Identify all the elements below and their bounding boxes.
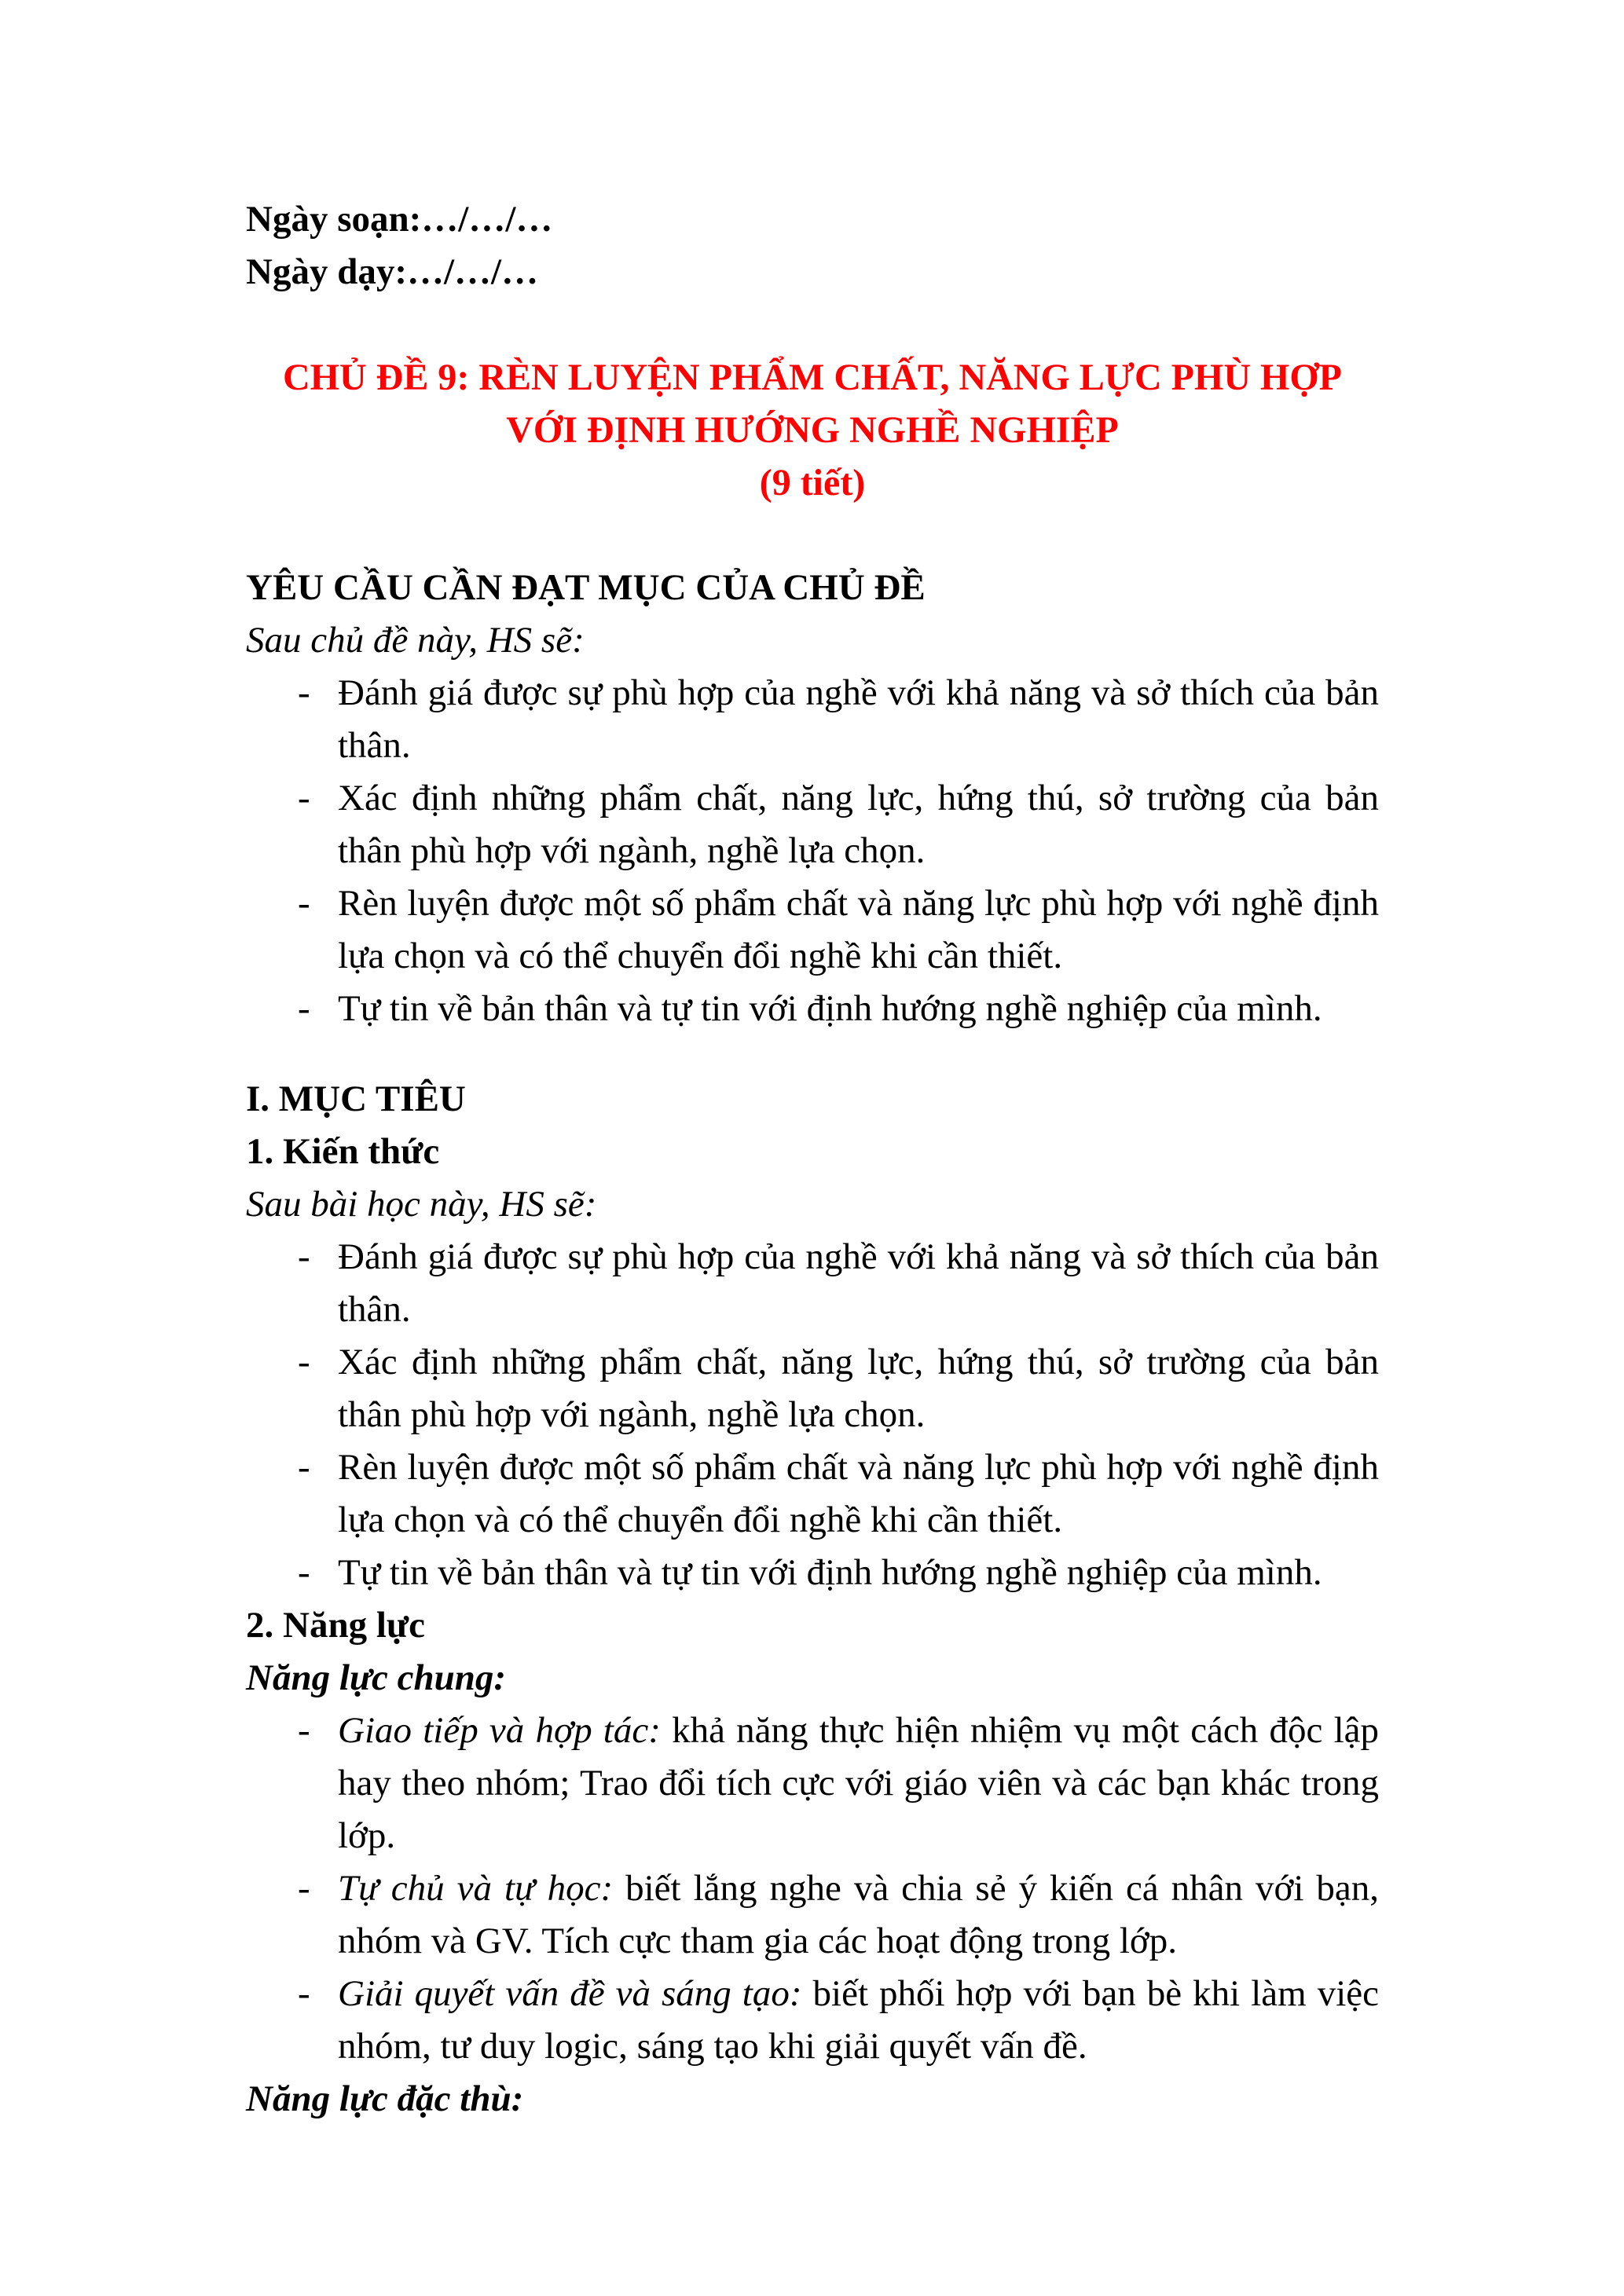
bullet-text: Đánh giá được sự phù hợp của nghề với khả năng và sở thích của bản thân. [338,672,1379,766]
date-day-line: Ngày dạy:…/…/… [246,251,539,292]
requirements-heading: YÊU CẦU CẦN ĐẠT MỤC CỦA CHỦ ĐỀ [246,567,926,608]
bullet-marker: - [298,1447,310,1488]
list-item [246,1862,1379,1968]
list-item [246,1705,1379,1862]
kien-thuc-heading: 1. Kiến thức [246,1131,440,1172]
kien-thuc-bullet-list [246,1231,1379,1599]
list-item [246,1336,1379,1441]
requirements-intro: Sau chủ đề này, HS sẽ: [246,620,585,661]
bullet-marker: - [298,1342,310,1382]
bullet-marker: - [298,883,310,924]
list-item [246,772,1379,877]
title-line-2: VỚI ĐỊNH HƯỚNG NGHỀ NGHIỆP [506,409,1119,451]
list-item [246,1547,1379,1599]
bullet-text: Xác định những phẩm chất, năng lực, hứng thú, sở trường của bản thân phù hợp với ngành, nghề lựa chọn. [338,778,1379,871]
bullet-text: khả năng thực hiện nhiệm vụ một cách độc lập hay theo nhóm; Trao đổi tích cực với giáo viên và các bạn khác trong lớp. [338,1710,1379,1856]
document-title [246,351,1379,509]
bullet-text: Rèn luyện được một số phẩm chất và năng lực phù hợp với nghề định lựa chọn và có thể chuyển đổi nghề khi cần thiết. [338,883,1379,976]
bullet-text: Tự tin về bản thân và tự tin với định hướng nghề nghiệp của mình. [338,1552,1322,1593]
bullet-marker: - [298,1236,310,1277]
nang-luc-heading: 2. Năng lực [246,1605,425,1646]
bullet-marker: - [298,1868,310,1909]
title-line-3: (9 tiết) [759,462,866,504]
bullet-marker: - [298,778,310,818]
bullet-text: biết phối hợp với bạn bè khi làm việc nhóm, tư duy logic, sáng tạo khi giải quyết vấn đề. [338,1973,1379,2067]
title-line-1: CHỦ ĐỀ 9: RÈN LUYỆN PHẨM CHẤT, NĂNG LỰC PHÙ HỢP [283,357,1342,398]
bullet-marker: - [298,672,310,713]
date-soan-line: Ngày soạn:…/…/… [246,199,553,240]
bullet-text: Tự tin về bản thân và tự tin với định hướng nghề nghiệp của mình. [338,988,1322,1029]
nang-luc-dac-thu-label: Năng lực đặc thù: [246,2078,524,2119]
bullet-marker: - [298,988,310,1029]
bullet-lead: Tự chủ và tự học: [338,1868,614,1909]
bullet-marker: - [298,1552,310,1593]
bullet-marker: - [298,1710,310,1751]
bullet-text: Xác định những phẩm chất, năng lực, hứng thú, sở trường của bản thân phù hợp với ngành, nghề lựa chọn. [338,1342,1379,1435]
date-block [246,193,1379,298]
list-item [246,1231,1379,1336]
bullet-text: Đánh giá được sự phù hợp của nghề với khả năng và sở thích của bản thân. [338,1236,1379,1330]
kien-thuc-intro: Sau bài học này, HS sẽ: [246,1184,597,1225]
requirements-bullet-list [246,667,1379,1035]
list-item [246,667,1379,772]
bullet-text: Rèn luyện được một số phẩm chất và năng lực phù hợp với nghề định lựa chọn và có thể chuyển đổi nghề khi cần thiết. [338,1447,1379,1540]
bullet-text: biết lắng nghe và chia sẻ ý kiến cá nhân với bạn, nhóm và GV. Tích cực tham gia các hoạt động trong lớp. [338,1868,1380,1961]
bullet-lead: Giải quyết vấn đề và sáng tạo: [338,1973,802,2014]
list-item [246,983,1379,1035]
bullet-marker: - [298,1973,310,2014]
list-item [246,1441,1379,1547]
bullet-lead: Giao tiếp và hợp tác: [338,1710,661,1751]
muc-tieu-heading: I. MỤC TIÊU [246,1078,466,1119]
list-item [246,1968,1379,2073]
list-item [246,877,1379,983]
nang-luc-bullet-list [246,1705,1379,2073]
nang-luc-chung-label: Năng lực chung: [246,1657,507,1698]
